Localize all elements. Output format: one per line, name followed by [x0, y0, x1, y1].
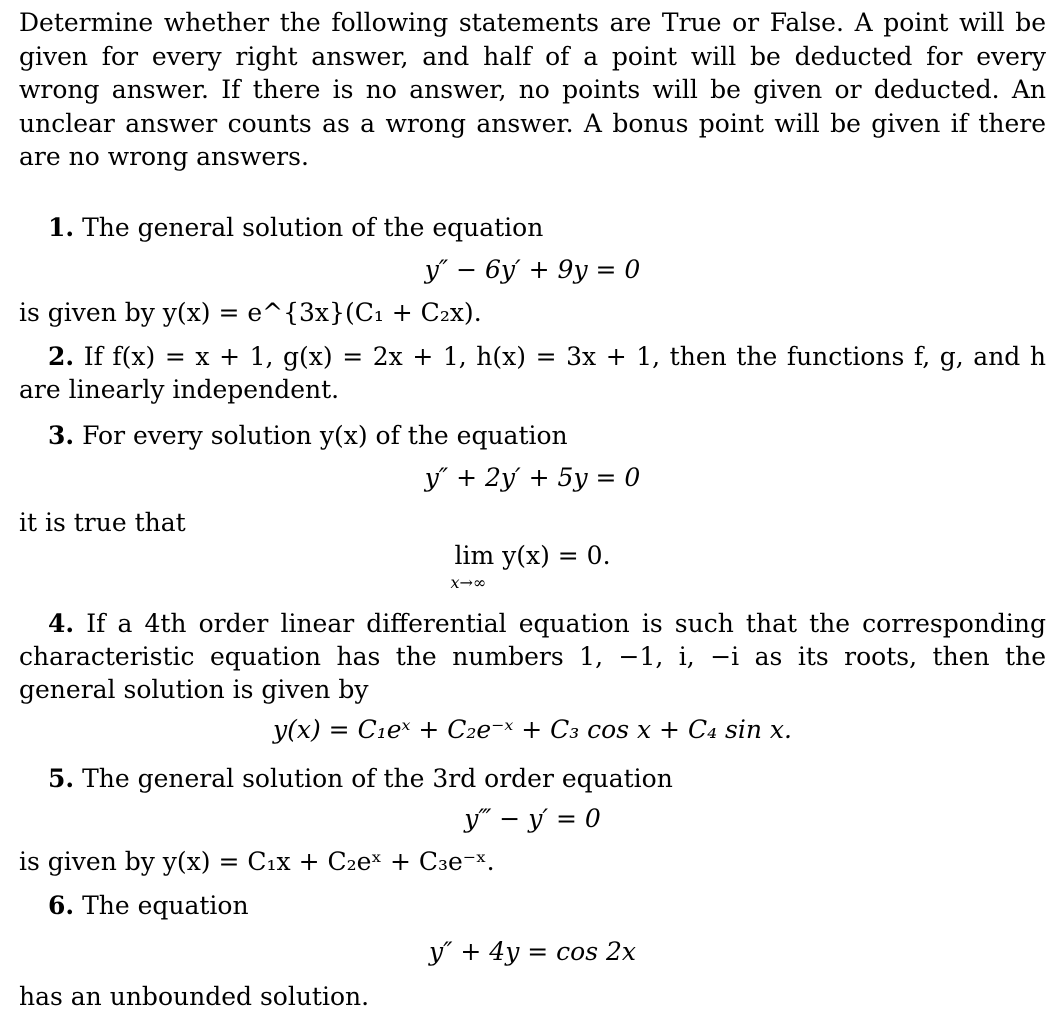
limit-formula	[450, 540, 611, 592]
equation: y″ − 6y′ + 9y = 0	[424, 254, 641, 284]
statement-1-lead	[19, 211, 1046, 244]
limit-subscript: x→∞	[450, 572, 487, 592]
statement-2-text	[19, 340, 1046, 406]
statement-4-text	[19, 607, 1046, 706]
statement-text: If f(x) = x + 1, g(x) = 2x + 1, h(x) = 3x + 1, then the functions f, g, and h are linearly independent.	[19, 341, 1046, 404]
statement-text: The general solution of the 3rd order equation	[82, 763, 673, 793]
statement-number: 4.	[48, 608, 75, 638]
equation: y(x) = C₁eˣ + C₂e⁻ˣ + C₃ cos x + C₄ sin x.	[273, 714, 792, 744]
statement-4	[19, 607, 1046, 750]
statement-3-tail: it is true that	[19, 507, 186, 537]
instructions: Determine whether the following statements are True or False. A point will be given for every right answer, and half of a point will be deducted for every wrong answer. If there is no answer, no points will be given or deducted. An unclear answer counts as a wrong answer. A bonus point will be given if there are no wrong answers.	[19, 8, 1046, 171]
statement-1-tail: is given by y(x) = e^{3x}(C₁ + C₂x).	[19, 297, 482, 327]
statement-3-lead	[19, 419, 1046, 452]
statement-6	[19, 889, 1046, 1013]
statement-number: 6.	[48, 890, 75, 920]
statement-5-lead	[19, 762, 1046, 795]
statement-1	[19, 211, 1046, 329]
statement-number: 2.	[48, 341, 75, 371]
statement-text: The equation	[82, 890, 249, 920]
statement-text: If a 4th order linear differential equation is such that the corresponding characteristic equation has the numbers 1, −1, i, −i as its roots, then the general solution is given by	[19, 608, 1046, 704]
equation: y‴ − y′ = 0	[464, 803, 601, 833]
equation: y″ + 2y′ + 5y = 0	[424, 462, 641, 492]
statement-2	[19, 340, 1046, 406]
statement-5	[19, 762, 1046, 878]
statement-number: 5.	[48, 763, 75, 793]
limit-expression	[19, 541, 1046, 601]
statement-5-tail: is given by y(x) = C₁x + C₂eˣ + C₃e⁻ˣ.	[19, 846, 495, 876]
statement-text: For every solution y(x) of the equation	[82, 420, 568, 450]
statement-3	[19, 419, 1046, 601]
statement-text: The general solution of the equation	[82, 212, 544, 242]
statement-number: 1.	[48, 212, 75, 242]
equation: y″ + 4y = cos 2x	[428, 936, 636, 966]
statement-number: 3.	[48, 420, 75, 450]
limit-main: lim y(x) = 0.	[454, 540, 611, 570]
statement-6-lead	[19, 889, 1046, 922]
exam-page	[19, 6, 1046, 1013]
statement-6-tail: has an unbounded solution.	[19, 981, 370, 1011]
